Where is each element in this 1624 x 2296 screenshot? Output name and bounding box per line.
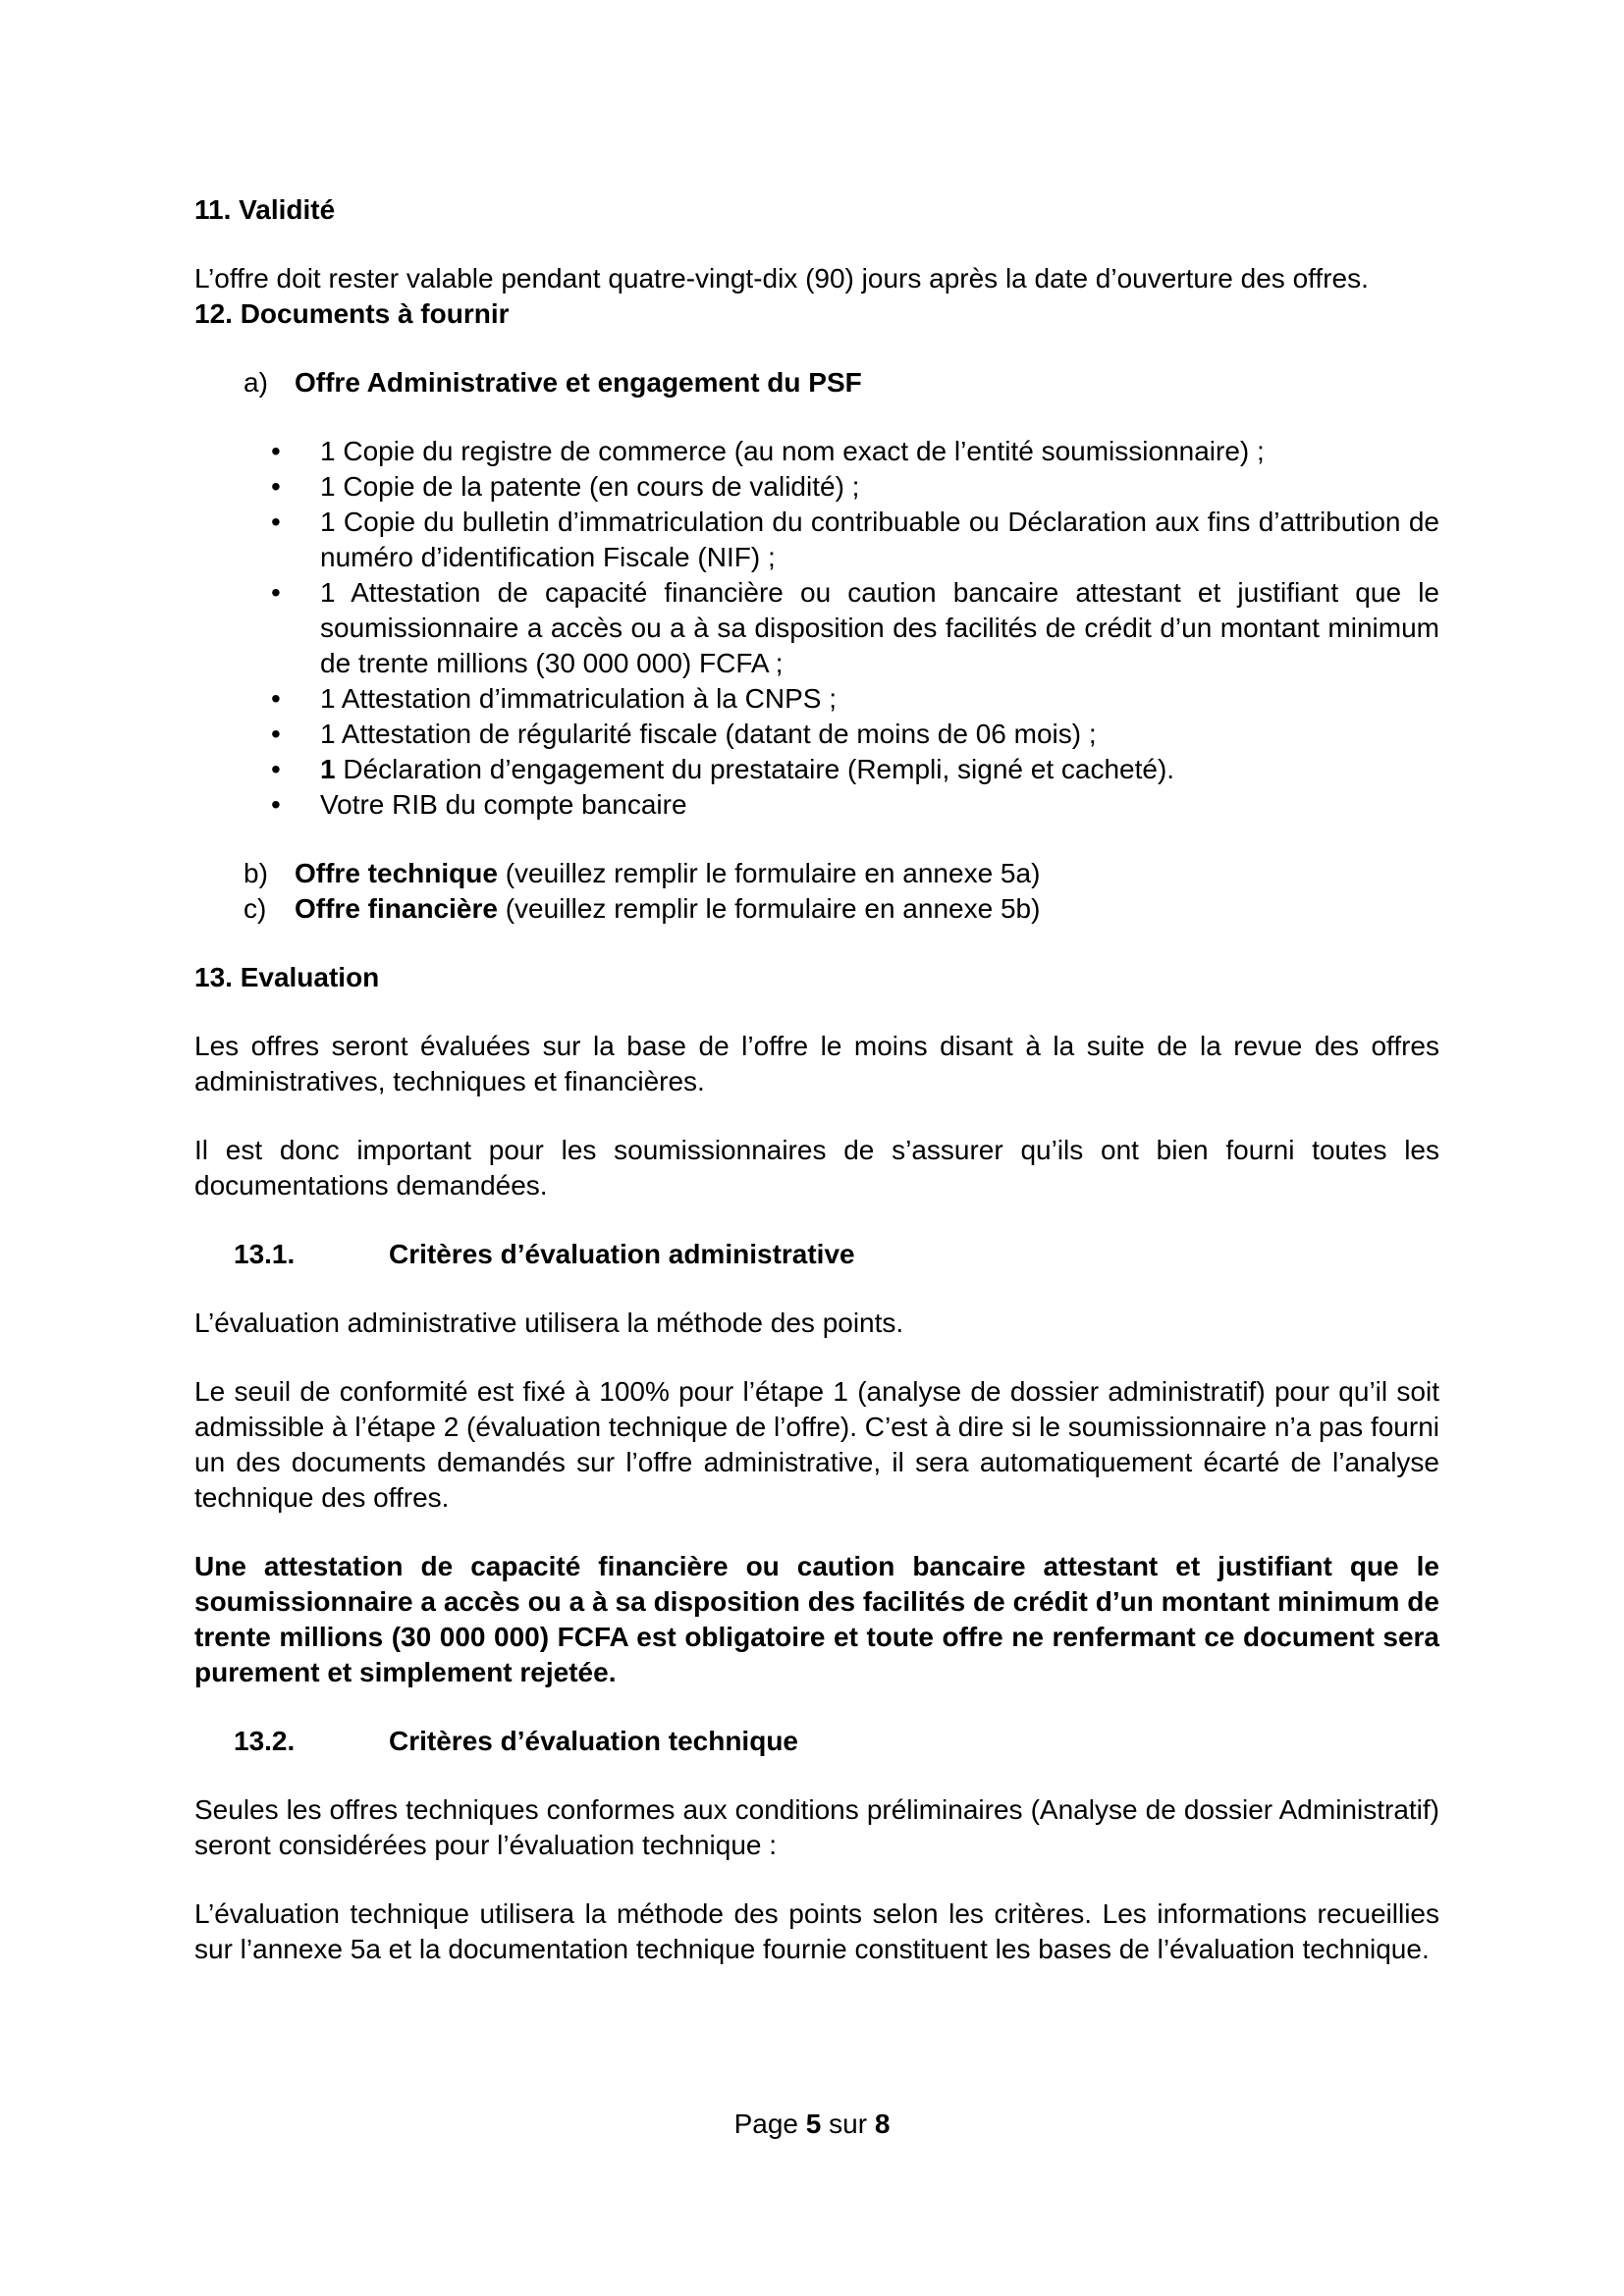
page-total: 8 (874, 2109, 891, 2139)
list-item: • 1 Attestation d’immatriculation à la CNPS ; (271, 681, 1439, 717)
evaluation-paragraph: Il est donc important pour les soumissionnaires de s’assurer qu’ils ont bien fourni toutes les documentations demandées. (194, 1135, 1439, 1201)
page-footer: Page 5 sur 8 (733, 2109, 891, 2139)
list-item: • 1 Déclaration d’engagement du prestataire (Rempli, signé et cacheté). (271, 752, 1439, 787)
mandatory-notice: Une attestation de capacité financière ou caution bancaire attestant et justifiant que le soumissionnaire a accès ou a à sa disposition des facilités de crédit d’un montant minimum de trente millions (30 000 000) FCFA est obligatoire et toute offre ne renfermant ce document sera purement et simplement rejetée. (194, 1551, 1439, 1687)
admin-eval-paragraph: L’évaluation administrative utilisera la méthode des points. (194, 1308, 904, 1338)
item-c: c) Offre financière (veuillez remplir le formulaire en annexe 5b) (244, 893, 1041, 924)
admin-eval-paragraph: Le seuil de conformité est fixé à 100% pour l’étape 1 (analyse de dossier administratif) pour qu’il soit admissible à l’étape 2 (évaluation technique de l’offre). C’est à dire si le soumissionnaire n’a pas fourni un des documents demandés sur l’offre administrative, il sera automatiquement écarté de l’analyse technique des offres. (194, 1376, 1439, 1513)
section-12-title: 12. Documents à fournir (194, 298, 510, 329)
subsection-13-2-heading: 13.2. Critères d’évaluation technique (234, 1726, 798, 1756)
section-13-title: 13. Evaluation (194, 962, 380, 992)
tech-eval-paragraph: Seules les offres techniques conformes aux conditions préliminaires (Analyse de dossier Administratif) seront considérées pour l’évaluation technique : (194, 1794, 1439, 1860)
page-number: 5 (805, 2109, 822, 2139)
item-a-title: Offre Administrative et engagement du PSF (295, 367, 862, 398)
documents-list (271, 434, 1439, 823)
list-item: • 1 Copie de la patente (en cours de validité) ; (271, 469, 1439, 505)
item-a: a) Offre Administrative et engagement du PSF (244, 367, 862, 398)
tech-eval-paragraph: L’évaluation technique utilisera la méthode des points selon les critères. Les informations recueillies sur l’annexe 5a et la documentation technique fournie constituent les bases de l’évaluation technique. (194, 1898, 1439, 1964)
evaluation-paragraph: Les offres seront évaluées sur la base de l’offre le moins disant à la suite de la revue des offres administratives, techniques et financières. (194, 1031, 1439, 1096)
section-11-title: 11. Validité (194, 194, 336, 225)
item-b: b) Offre technique (veuillez remplir le formulaire en annexe 5a) (244, 858, 1041, 888)
list-item: • Votre RIB du compte bancaire (271, 787, 1439, 823)
validity-text: L’offre doit rester valable pendant quatre-vingt-dix (90) jours après la date d’ouverture des offres. (194, 263, 1369, 294)
list-item: • 1 Copie du registre de commerce (au nom exact de l’entité soumissionnaire) ; (271, 434, 1439, 469)
list-item: • 1 Attestation de capacité financière ou caution bancaire attestant et justifiant que le soumissionnaire a accès ou a à sa disposition des facilités de crédit d’un montant minimum de trente millions (30 000 000) FCFA ; (271, 575, 1439, 681)
list-item: • 1 Copie du bulletin d’immatriculation du contribuable ou Déclaration aux fins d’attribution de numéro d’identification Fiscale (NIF) ; (271, 505, 1439, 575)
list-item: • 1 Attestation de régularité fiscale (datant de moins de 06 mois) ; (271, 717, 1439, 752)
subsection-13-1-heading: 13.1. Critères d’évaluation administrative (234, 1239, 855, 1269)
document-body (194, 192, 1439, 1967)
